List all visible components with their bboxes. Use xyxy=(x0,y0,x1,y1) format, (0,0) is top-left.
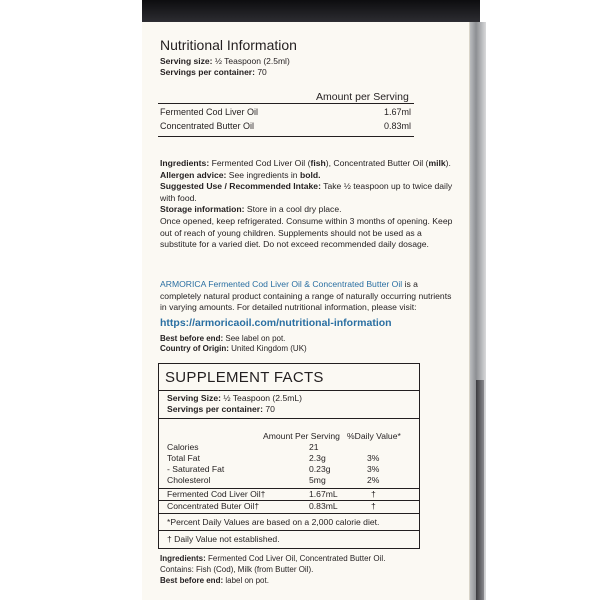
nutritional-row-amount: 0.83ml xyxy=(384,121,412,131)
nutritional-rule-bottom xyxy=(158,136,414,137)
ingredients-paragraph: Ingredients: Fermented Cod Liver Oil (fish), Concentrated Butter Oil (milk). xyxy=(160,158,451,168)
bottom-contains: Contains: Fish (Cod), Milk (from Butter Oil). xyxy=(160,565,314,574)
serving-size-line xyxy=(160,56,290,67)
sf-col-daily-value: %Daily Value* xyxy=(347,431,401,441)
supplement-facts-rule xyxy=(159,513,419,514)
sf-servings-per-container: Servings per container: 70 xyxy=(167,404,275,414)
nutritional-row-amount: 1.67ml xyxy=(384,107,412,117)
brand-info-block xyxy=(160,279,460,314)
supplement-facts-rule xyxy=(159,418,419,419)
best-before-line: Best before end: See label on pot. xyxy=(160,334,286,343)
sf-table-row: - Saturated Fat 0.23g 3% xyxy=(167,464,380,474)
nutrition-info-link[interactable]: https://armoricaoil.com/nutritional-information xyxy=(160,317,392,329)
suggested-use: Suggested Use / Recommended Intake: Take ½ teaspoon up to twice daily with food. xyxy=(160,181,453,203)
nutritional-row-name: Fermented Cod Liver Oil xyxy=(160,107,259,117)
nutritional-row-name: Concentrated Butter Oil xyxy=(160,121,255,131)
sf-footnote-daily-values: *Percent Daily Values are based on a 2,000 calorie diet. xyxy=(167,517,380,527)
bottom-ingredients: Ingredients: Fermented Cod Liver Oil, Concentrated Butter Oil. xyxy=(160,554,386,563)
servings-value: 70 xyxy=(257,67,267,77)
sf-table-row: Cholesterol 5mg 2% xyxy=(167,475,380,485)
servings-label: Servings per container: xyxy=(160,67,255,77)
brand-paragraph: ARMORICA Fermented Cod Liver Oil & Concentrated Butter Oil is a completely natural product containing a range of naturally occurring nutrients in varying amounts. For detailed nutritional information, please visit: xyxy=(160,279,452,313)
nutritional-title: Nutritional Information xyxy=(160,37,297,53)
supplement-facts-rule xyxy=(159,530,419,531)
supplement-facts-title: SUPPLEMENT FACTS xyxy=(165,369,324,386)
allergen-advice: Allergen advice: See ingredients in bold. xyxy=(160,169,321,180)
supplement-facts-box xyxy=(158,363,420,549)
sf-table-row: Fermented Cod Liver Oil† 1.67mL † xyxy=(167,489,376,499)
box-side-shadow xyxy=(476,380,484,600)
sf-table-row: Calories 21 xyxy=(167,442,319,452)
bottom-best-before: Best before end: label on pot. xyxy=(160,576,269,585)
sf-table-row: Total Fat 2.3g 3% xyxy=(167,453,380,463)
storage-information: Storage information: Store in a cool dry place. xyxy=(160,204,342,215)
nutritional-rule-top xyxy=(158,103,414,104)
serving-size-label: Serving size: xyxy=(160,56,213,66)
storage-details: Once opened, keep refrigerated. Consume within 3 months of opening. Keep out of reach of young children. Supplements should not be used as a substitute for a varied diet. Do not exceed recommended daily dosage. xyxy=(160,215,453,250)
supplement-facts-rule xyxy=(159,390,419,391)
sf-table-row: Concentrated Buter Oil† 0.83mL † xyxy=(167,501,376,511)
serving-size-value: ½ Teaspoon (2.5ml) xyxy=(214,56,290,66)
sf-serving-size: Serving Size: ½ Teaspoon (2.5mL) xyxy=(167,393,303,403)
country-of-origin-line: Country of Origin: United Kingdom (UK) xyxy=(160,344,307,353)
amount-per-serving-header: Amount per Serving xyxy=(316,91,409,103)
servings-line xyxy=(160,67,267,78)
sf-col-amount: Amount Per Serving xyxy=(263,431,340,441)
sf-footnote-not-established: † Daily Value not established. xyxy=(167,534,280,544)
ingredients-info-block xyxy=(160,158,460,251)
